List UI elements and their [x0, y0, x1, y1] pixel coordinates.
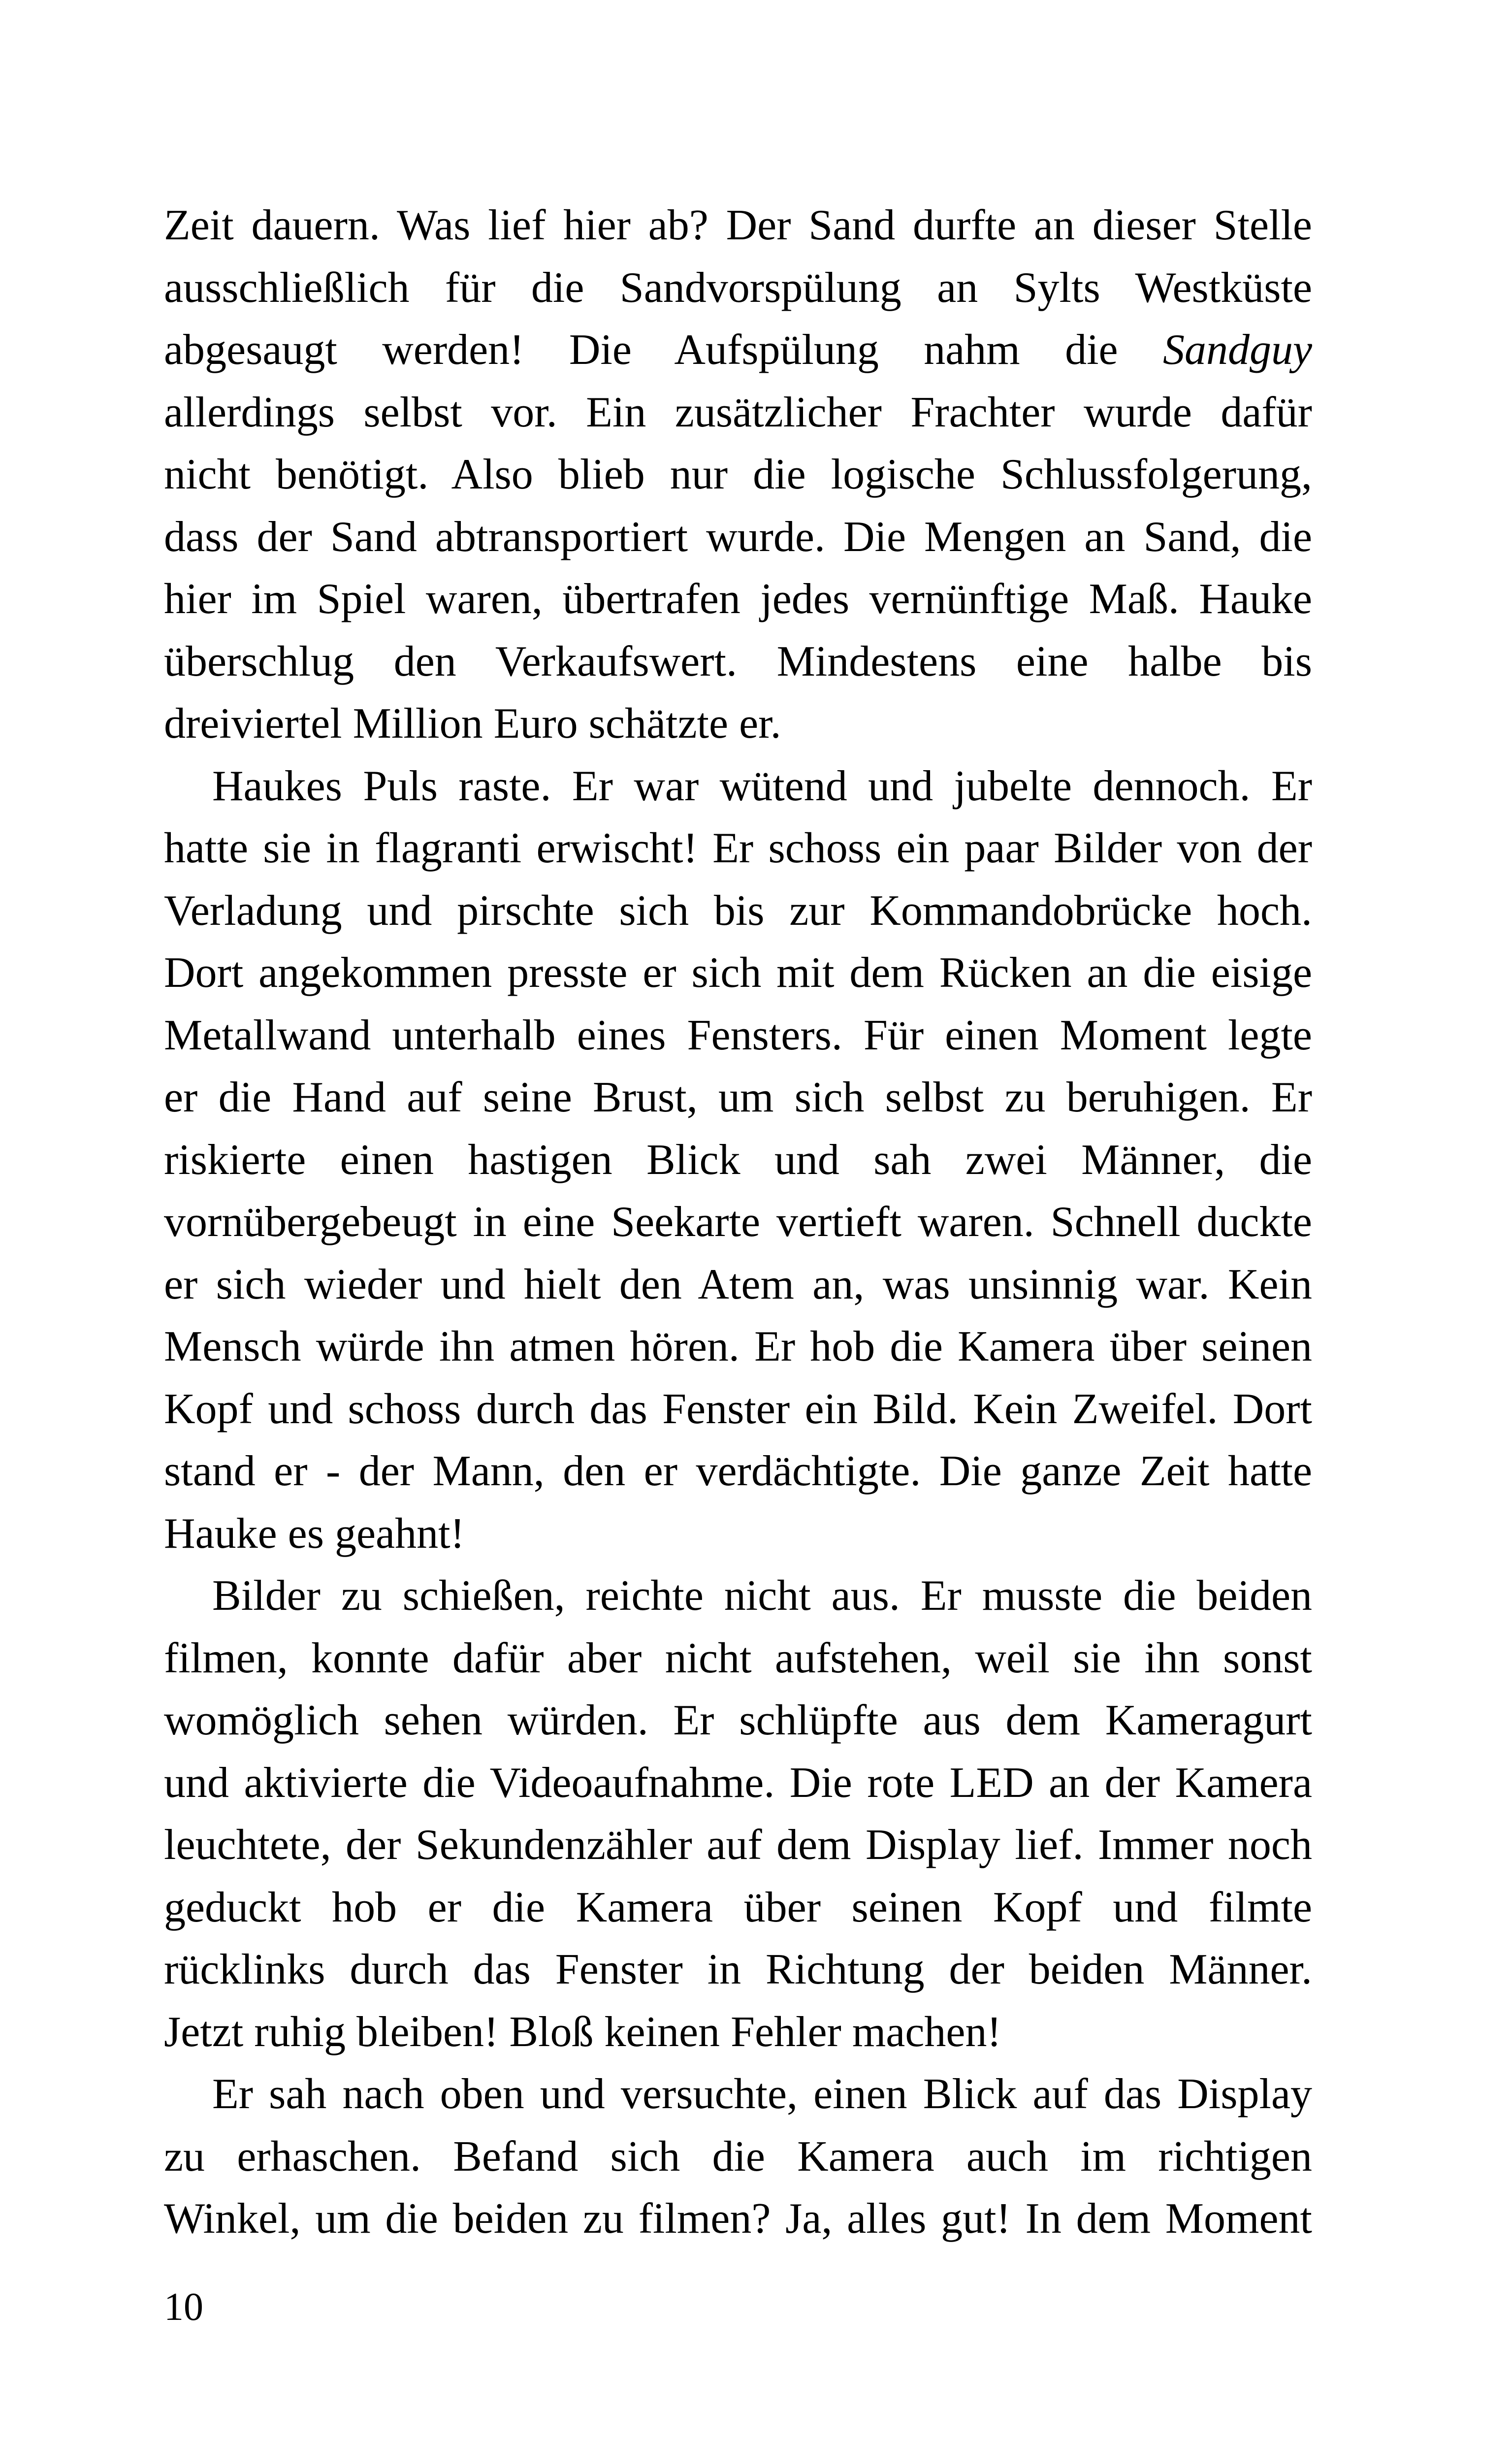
text-line: nicht benötigt. Also blieb nur die logische Schlussfolgerung,: [164, 451, 1312, 498]
text-line: Dort angekommen presste er sich mit dem Rücken an die eisige: [164, 949, 1312, 997]
text-line: Zeit dauern. Was lief hier ab? Der Sand durfte an dieser Stelle: [164, 201, 1312, 249]
text-line: Er sah nach oben und versuchte, einen Blick auf das Display: [212, 2070, 1312, 2118]
paragraph: [164, 1565, 1312, 2063]
text-line: Bilder zu schießen, reichte nicht aus. Er musste die beiden: [212, 1572, 1312, 1620]
italic-text: Sandguy: [1162, 326, 1312, 374]
text-line: rücklinks durch das Fenster in Richtung der beiden Männer.: [164, 1946, 1312, 1993]
text-line: zu erhaschen. Befand sich die Kamera auch im richtigen: [164, 2132, 1312, 2181]
text-line: dreiviertel Million Euro schätzte er.: [164, 700, 781, 748]
text-line: leuchtete, der Sekundenzähler auf dem Display lief. Immer noch: [164, 1821, 1312, 1869]
text-line: Haukes Puls raste. Er war wütend und jubelte dennoch. Er: [212, 762, 1312, 810]
page-number: 10: [164, 2285, 203, 2329]
text-line: Mensch würde ihn atmen hören. Er hob die Kamera über seinen: [164, 1323, 1312, 1370]
text-line: dass der Sand abtransportiert wurde. Die Mengen an Sand, die: [164, 513, 1312, 561]
text-line: [164, 319, 1312, 382]
text-line: ausschließlich für die Sandvorspülung an Sylts Westküste: [164, 263, 1312, 312]
text-line: Verladung und pirschte sich bis zur Kommandobrücke hoch.: [164, 886, 1312, 935]
paragraph: [164, 2063, 1312, 2250]
text-line: und aktivierte die Videoaufnahme. Die rote LED an der Kamera: [164, 1759, 1312, 1807]
text-line: allerdings selbst vor. Ein zusätzlicher Frachter wurde dafür: [164, 388, 1312, 436]
text-line: hatte sie in flagranti erwischt! Er schoss ein paar Bilder von der: [164, 824, 1312, 872]
paragraph: [164, 755, 1312, 1565]
text-line: Kopf und schoss durch das Fenster ein Bild. Kein Zweifel. Dort: [164, 1385, 1312, 1433]
text-line: er sich wieder und hielt den Atem an, was unsinnig war. Kein: [164, 1260, 1312, 1308]
text-line: stand er - der Mann, den er verdächtigte. Die ganze Zeit hatte: [164, 1447, 1312, 1495]
text-line: hier im Spiel waren, übertrafen jedes vernünftige Maß. Hauke: [164, 575, 1312, 623]
paragraph: [164, 195, 1312, 755]
text-line: Hauke es geahnt!: [164, 1509, 465, 1558]
body-text: [164, 195, 1312, 2250]
text-line: er die Hand auf seine Brust, um sich selbst zu beruhigen. Er: [164, 1074, 1312, 1121]
text-line: riskierte einen hastigen Blick und sah zwei Männer, die: [164, 1136, 1312, 1184]
text-line: überschlug den Verkaufswert. Mindestens eine halbe bis: [164, 637, 1312, 685]
text-line: Jetzt ruhig bleiben! Bloß keinen Fehler machen!: [164, 2008, 1001, 2056]
text-line: Winkel, um die beiden zu filmen? Ja, alles gut! In dem Moment: [164, 2195, 1312, 2243]
text-line: geduckt hob er die Kamera über seinen Kopf und filmte: [164, 1883, 1312, 1931]
text-segment: abgesaugt werden! Die Aufspülung nahm die: [164, 326, 1163, 374]
text-line: filmen, konnte dafür aber nicht aufstehen, weil sie ihn sonst: [164, 1634, 1312, 1682]
text-line: Metallwand unterhalb eines Fensters. Für einen Moment legte: [164, 1011, 1312, 1059]
text-line: vornübergebeugt in eine Seekarte vertieft waren. Schnell duckte: [164, 1198, 1312, 1246]
text-line: womöglich sehen würden. Er schlüpfte aus dem Kameragurt: [164, 1696, 1312, 1744]
